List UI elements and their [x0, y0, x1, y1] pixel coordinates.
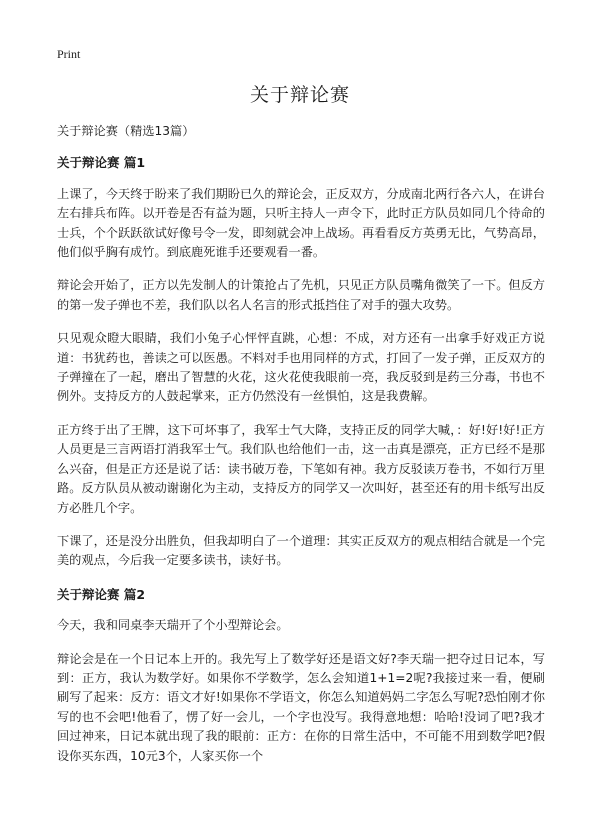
paragraph: 辩论会是在一个日记本上开的。我先写上了数学好还是语文好?李天瑞一把夺过日记本，写到：正方，我认为数学好。如果你不学数学，怎么会知道1+1=2呢?我接过来一看，便刷刷写了起来：反方：语文才好!如果你不学语文，你怎么知道妈妈二字怎么写呢?恐怕刚才你写的也不会吧!他看了，愣了好一会儿，一个字也没写。我得意地想：哈哈!没词了吧?我才回过神来，日记本就出现了我的眼前：正方：在你的日常生活中，不可能不用到数学吧?假设你买东西，10元3个，人家买你一个: [57, 651, 545, 763]
section-heading: 关于辩论赛 篇1: [57, 155, 146, 171]
section-2: [57, 585, 545, 766]
document-title: 关于辩论赛: [249, 84, 350, 106]
section-heading: 关于辩论赛 篇2: [57, 586, 146, 602]
paragraph: 正方终于出了王牌，这下可坏事了，我军士气大降，支持正反的同学大喊，：好!好!好!正方人员更是三言两语打消我军士气。我们队也给他们一击，这一击真是漂亮，正方已经不是那么兴奋，但是正方还是说了话：读书破万卷，下笔如有神。我方反驳读万卷书，不如行万里路。反方队员从被动谢谢化为主动，支持反方的同学又一次叫好，甚至还有的用卡纸写出反方必胜几个字。: [57, 422, 545, 515]
paragraph: 辩论会开始了，正方以先发制人的计策抢占了先机，只见正方队员嘴角微笑了一下。但反方的第一发子弹也不差，我们队以名人名言的形式抵挡住了对手的强大攻势。: [57, 278, 545, 312]
paragraph: 只见观众瞪大眼睛，我们小兔子心怦怦直跳，心想：不成，对方还有一出拿手好戏正方说道：书犹药也，善读之可以医愚。不料对手也用同样的方式，打回了一发子弹，正反双方的子弹撞在了一起，磨出了智慧的火花，这火花使我眼前一亮，我反驳到是药三分毒，书也不例外。支持反方的人鼓起掌来，正方仍然没有一丝惧怕，这是我费解。: [57, 331, 545, 404]
paragraph: 上课了，今天终于盼来了我们期盼已久的辩论会，正反双方，分成南北两行各六人，在讲台左右排兵布阵。以开卷是否有益为题，只听主持人一声令下，此时正方队员如同几个待命的士兵，个个跃跃欲试好像号令一发，即刻就会冲上战场。再看看反方英勇无比，气势高昂，他们似乎胸有成竹。到底鹿死谁手还要观看一番。: [57, 186, 545, 260]
document-body: [57, 122, 545, 780]
document-subtitle: 关于辩论赛（精选13篇）: [57, 124, 195, 138]
section-1: [57, 153, 545, 570]
print-link[interactable]: Print: [57, 47, 81, 61]
paragraph: 今天，我和同桌李天瑞开了个小型辩论会。: [57, 618, 289, 633]
paragraph: 下课了，还是没分出胜负，但我却明白了一个道理：其实正反双方的观点相结合就是一个完美的观点，今后我一定要多读书，读好书。: [57, 533, 545, 568]
